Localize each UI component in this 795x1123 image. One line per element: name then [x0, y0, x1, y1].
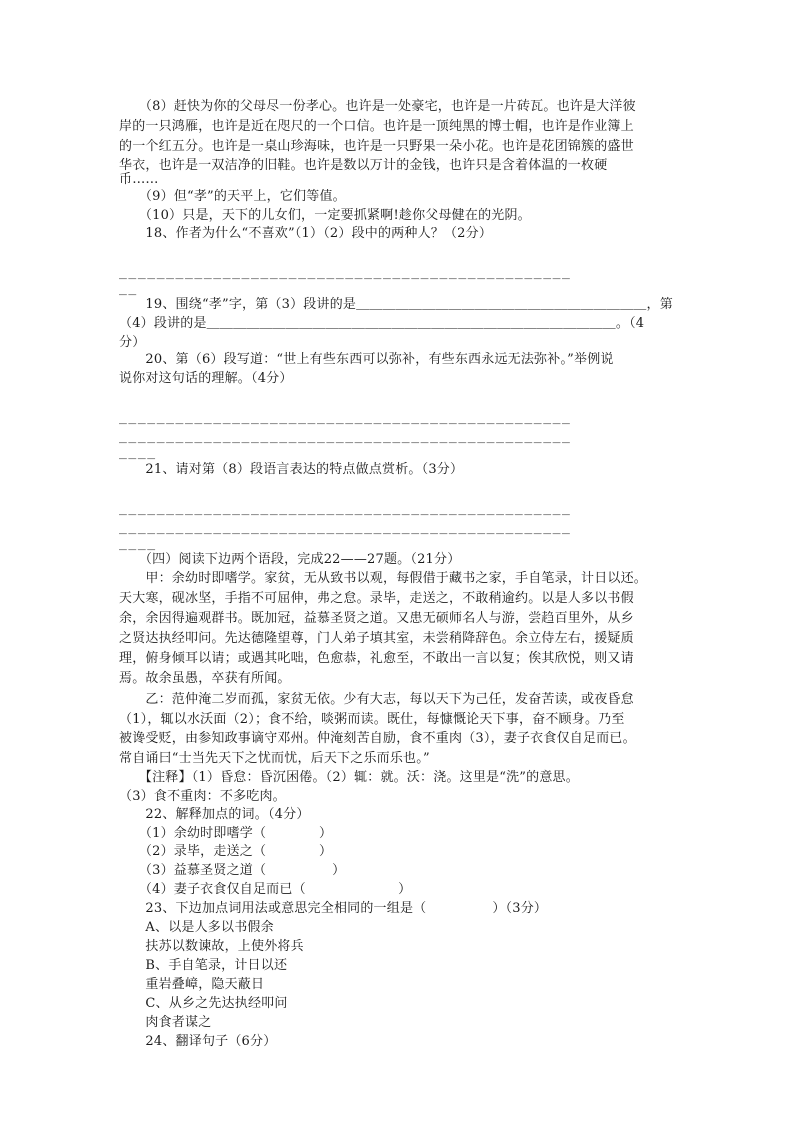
text-line: 华衣，也许是一双洁净的旧鞋。也许是数以万计的金钱，也许只是含着体温的一枚硬: [119, 158, 608, 173]
question-22: 22、解释加点的词。（4分）: [119, 807, 310, 822]
answer-line: ________________________________________________: [119, 429, 572, 444]
option-c: C、从乡之先达执经叩问: [119, 996, 288, 1011]
question-24: 24、翻译句子（6分）: [119, 1034, 277, 1049]
text-line: 被谗受贬，由参知政事谪守邓州。仲淹刻苦自励，食不重肉（3），妻子衣食仅自足而已。: [119, 731, 636, 746]
text-line: 重岩叠嶂，隐天蔽日: [119, 977, 265, 992]
text-line: 余，余因得遍观群书。既加冠，益慕圣贤之道。又患无硕师名人与游，尝趋百里外，从乡: [119, 611, 634, 626]
text-line: 常自诵曰“士当先天下之忧而忧，后天下之乐而乐也。”: [119, 751, 430, 766]
option-b: B、手自笔录，计日以还: [119, 958, 288, 973]
text-line: 币……: [119, 172, 159, 187]
text-line: （8）赶快为你的父母尽一份孝心。也许是一处豪宅，也许是一片砖瓦。也许是大洋彼: [119, 99, 636, 114]
text-line: 扶苏以数谏故，上使外将兵: [119, 939, 304, 954]
text-line: 焉。故余虽愚，卒获有所闻。: [119, 671, 291, 686]
option-a: A、以是人多以书假余: [119, 920, 274, 935]
text-line: （1），辄以水沃面（2）；食不给，啖粥而读。既仕，每慷慨论天下事，奋不顾身。乃至: [119, 712, 625, 727]
text-line: （10）只是，天下的儿女们，一定要抓紧啊!趁你父母健在的光阴。: [119, 208, 531, 223]
question-21: 21、请对第（8）段语言表达的特点做点赏析。（3分）: [119, 462, 464, 477]
text-line: 天大寒，砚冰坚，手指不可屈伸，弗之怠。录毕，走送之，不敢稍逾约。以是人多以书假: [119, 591, 634, 606]
text-line: 岸的一只鸿雁，也许是近在咫尺的一个口信。也许是一顶纯黑的博士帽，也许是作业簿上: [119, 119, 634, 134]
text-line: （4）妻子衣食仅自足而已（ ）: [119, 882, 412, 897]
answer-line: ____: [119, 536, 157, 551]
text-line: 肉食者谋之: [119, 1015, 212, 1030]
text-line: （3）益慕圣贤之道（ ）: [119, 863, 346, 878]
text-line: 乙：范仲淹二岁而孤，家贫无依。少有大志，每以天下为己任，发奋苦读，或夜昏怠: [119, 692, 634, 707]
text-line: （2）录毕，走送之（ ）: [119, 844, 333, 859]
answer-line: __: [119, 281, 138, 296]
section-4-heading: （四）阅读下边两个语段，完成22——27题。（21分）: [119, 552, 461, 567]
question-18: 18、作者为什么“不喜欢”（1）（2）段中的两种人？（2分）: [119, 226, 493, 241]
text-line: 之贤达执经叩问。先达德隆望尊，门人弟子填其室，未尝稍降辞色。余立侍左右，援疑质: [119, 631, 634, 646]
text-line: 理，俯身倾耳以请；或遇其叱咄，色愈恭，礼愈至，不敢出一言以复；俟其欣悦，则又请: [119, 651, 634, 666]
text-line: 的一个红五分。也许是一桌山珍海味，也许是一只野果一朵小花。也许是花团锦簇的盛世: [119, 139, 634, 154]
text-line: （1）余幼时即嗜学（ ）: [119, 826, 333, 841]
answer-line: ________________________________________________: [119, 520, 572, 535]
text-line: 说你对这句话的理解。（4分）: [119, 371, 293, 386]
answer-line: ________________________________________________: [119, 501, 572, 516]
question-20: 20、第（6）段写道：“世上有些东西可以弥补，有些东西永远无法弥补。”举例说: [119, 352, 614, 367]
text-line: （3）食不重肉：不多吃肉。: [119, 789, 286, 804]
text-line: 分）: [119, 335, 146, 350]
answer-line: ________________________________________________: [119, 265, 572, 280]
answer-line: ____: [119, 445, 157, 460]
text-line: （4）段讲的是＿＿＿＿＿＿＿＿＿＿＿＿＿＿＿＿＿＿＿＿＿＿＿＿＿＿＿＿＿＿＿。（4: [119, 316, 645, 331]
answer-line: ________________________________________________: [119, 410, 572, 425]
text-line: （9）但“孝”的天平上，它们等值。: [119, 189, 346, 204]
question-23: 23、下边加点词用法或意思完全相同的一组是（ ）（3分）: [119, 901, 548, 916]
notes: 【注释】（1）昏怠：昏沉困倦。（2）辄：就。沃：浇。这里是“洗”的意思。: [119, 770, 579, 785]
text-line: 甲：余幼时即嗜学。家贫，无从致书以观，每假借于藏书之家，手自笔录，计日以还。: [119, 571, 648, 586]
question-19: 19、围绕“孝”字，第（3）段讲的是＿＿＿＿＿＿＿＿＿＿＿＿＿＿＿＿＿＿＿＿＿＿，第: [119, 297, 673, 312]
